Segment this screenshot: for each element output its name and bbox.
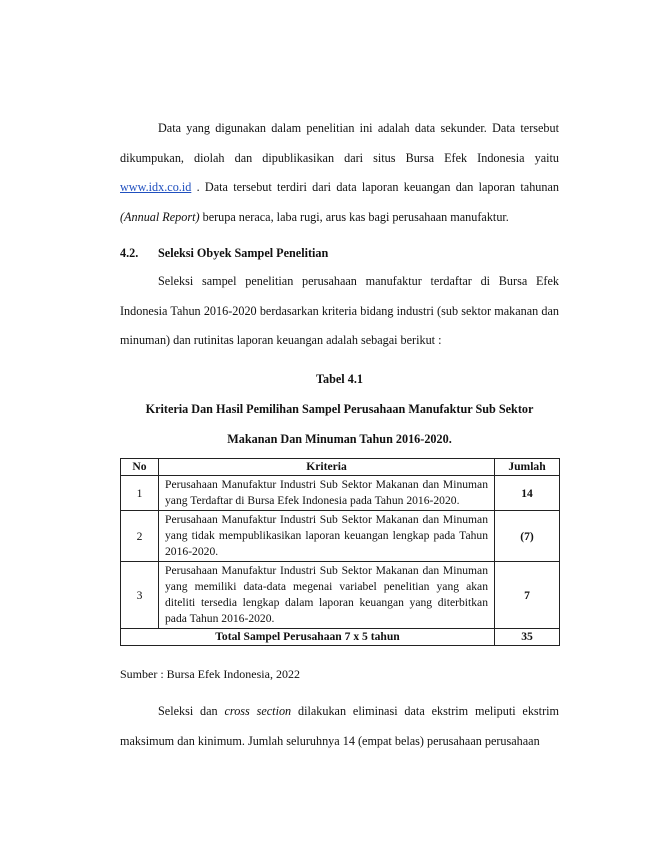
idx-link[interactable]: www.idx.co.id (120, 180, 192, 195)
header-jumlah: Jumlah (495, 459, 560, 476)
para3-text-1: Seleksi dan (158, 704, 225, 718)
criteria-table (120, 458, 560, 646)
row-no: 1 (121, 476, 159, 511)
total-value: 35 (495, 629, 560, 646)
table-header-row (121, 459, 560, 476)
table-source: Sumber : Bursa Efek Indonesia, 2022 (120, 667, 300, 681)
table-title-line2: Makanan Dan Minuman Tahun 2016-2020. (227, 432, 452, 446)
paragraph-sample-selection: Seleksi sampel penelitian perusahaan manufaktur terdaftar di Bursa Efek Indonesia Tahun 2016-2020 berdasarkan kriteria bidang industri (sub sektor makanan dan minuman) dan rutinitas laporan keuangan adalah sebagai berikut : (120, 274, 559, 348)
section-heading (120, 246, 328, 261)
header-kriteria: Kriteria (159, 459, 495, 476)
row-kriteria: Perusahaan Manufaktur Industri Sub Sektor Makanan dan Minuman yang memiliki data-data megenai variabel penelitian yang akan diteliti tersedia lengkap dalam laporan keuangan yang diterbitkan pada Tahun 2016-2020. (159, 562, 495, 629)
paragraph-cross-section (120, 697, 559, 756)
para1-text-2: . Data tersebut terdiri dari data laporan keuangan dan laporan tahunan (191, 180, 559, 195)
row-no: 3 (121, 562, 159, 629)
row-kriteria: Perusahaan Manufaktur Industri Sub Sektor Makanan dan Minuman yang tidak mempublikasikan laporan keuangan lengkap pada Tahun 2016-2020. (159, 511, 495, 562)
table-row (121, 476, 560, 511)
row-no: 2 (121, 511, 159, 562)
row-kriteria: Perusahaan Manufaktur Industri Sub Sektor Makanan dan Minuman yang Terdaftar di Bursa Efek Indonesia pada Tahun 2016-2020. (159, 476, 495, 511)
table-label: Tabel 4.1 (316, 372, 363, 386)
section-number: 4.2. (120, 246, 139, 260)
table-title-line1: Kriteria Dan Hasil Pemilihan Sampel Perusahaan Manufaktur Sub Sektor (145, 402, 534, 416)
row-jumlah: 7 (495, 562, 560, 629)
row-jumlah: (7) (495, 511, 560, 562)
table-row (121, 511, 560, 562)
header-no: No (121, 459, 159, 476)
total-label: Total Sampel Perusahaan 7 x 5 tahun (121, 629, 495, 646)
annual-report-italic: (Annual Report) (120, 209, 200, 224)
paragraph-data-source (120, 114, 559, 232)
para1-text-1: Data yang digunakan dalam penelitian ini adalah data sekunder. Data tersebut dikumpukan, diolah dan dipublikasikan dari situs Bursa Efek Indonesia yaitu (120, 121, 559, 165)
para1-text-3: berupa neraca, laba rugi, arus kas bagi perusahaan manufaktur. (199, 209, 509, 224)
cross-section-italic: cross section (224, 704, 292, 718)
table-row (121, 562, 560, 629)
table-total-row (121, 629, 560, 646)
row-jumlah: 14 (495, 476, 560, 511)
section-title: Seleksi Obyek Sampel Penelitian (158, 246, 329, 260)
para3-text-2: dilakukan eliminasi data ekstrim meliputi ekstrim maksimum dan kinimum. Jumlah seluruhnya 14 (empat belas) perusahaan perusahaan (120, 704, 559, 748)
